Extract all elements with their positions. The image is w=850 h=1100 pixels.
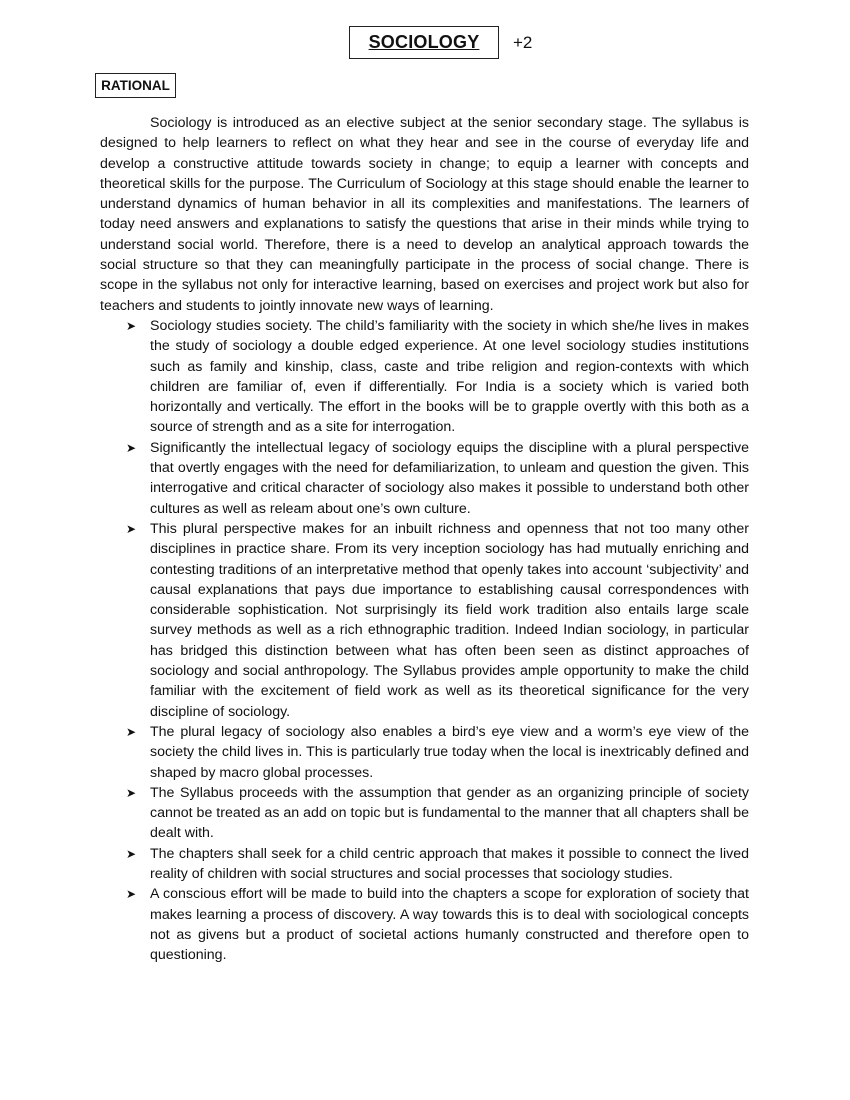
list-item [126,519,749,722]
list-item [126,438,749,519]
list-item [126,844,749,885]
list-item [126,884,749,965]
arrowhead-bullet-icon: ➤ [126,724,137,739]
intro-paragraph: Sociology is introduced as an elective subject at the senior secondary stage. The syllabus is designed to help learners to reflect on what they hear and see in the course of everyday life and develop a constructive attitude towards society in change; to equip a learner with concepts and theoretical skills for the purpose. The Curriculum of Sociology at this stage should enable the learner to understand dynamics of human behavior in all its complexities and manifestations. The learners of today need answers and explanations to satisfy the questions that arise in their minds while trying to understand social world. Therefore, there is a need to develop an analytical approach towards the social structure so that they can meaningfully participate in the process of social change. There is scope in the syllabus not only for interactive learning, based on exercises and project work but also for teachers and students to jointly innovate new ways of learning. [100,115,749,314]
arrowhead-bullet-icon: ➤ [126,887,137,902]
list-item-text: This plural perspective makes for an inbuilt richness and openness that not too many other disciplines in practice share. From its very inception sociology has had mutually enriching and contesting traditions of an interpretative method that openly takes into account ‘subjectivity’ and causal explanations that pays due importance to establishing causal correspondences with considerable sophistication. Not surprisingly its field work tradition also entails large scale survey methods as well as a rich ethnographic tradition. Indeed Indian sociology, in particular has bridged this distinction between what has often been seen as distinct approaches of sociology and social anthropology. The Syllabus provides ample opportunity to make the child familiar with the excitement of field work as well as its theoretical significance for the very discipline of sociology. [150,520,749,720]
bullet-list [100,316,749,966]
list-item-text: Sociology studies society. The child’s familiarity with the society in which she/he lives in makes the study of sociology a double edged experience. At one level sociology studies institutions such as family and kinship, class, caste and tribe religion and region-contexts with which children are familiar of, even if differentially. For India is a society which is varied both horizontally and vertically. The effort in the books will be to grapple overtly with this both as a source of strength and as a site for interrogation. [150,317,749,436]
document-body [100,113,749,965]
list-item [126,783,749,844]
subject-title-box [349,26,499,59]
arrowhead-bullet-icon: ➤ [126,521,137,536]
list-item-text: The plural legacy of sociology also enables a bird’s eye view and a worm’s eye view of the society the child lives in. This is particularly true today when the local is inextricably defined and shaped by macro global processes. [150,723,749,781]
list-item-text: Significantly the intellectual legacy of sociology equips the discipline with a plural perspective that overtly engages with the need for defamiliarization, to unleam and question the given. This interrogative and critical character of sociology also makes it possible to understand both other cultures as well as releam about one’s own culture. [150,439,749,517]
list-item [126,722,749,783]
class-label: +2 [513,33,533,52]
arrowhead-bullet-icon: ➤ [126,846,137,861]
list-item-text: The chapters shall seek for a child centric approach that makes it possible to connect the lived reality of children with social structures and social processes that sociology studies. [150,845,749,882]
list-item [126,316,749,438]
list-item-text: The Syllabus proceeds with the assumption that gender as an organizing principle of society cannot be treated as an add on topic but is fundamental to the manner that all chapters shall be dealt with. [150,784,749,842]
subject-title: SOCIOLOGY [368,32,480,52]
arrowhead-bullet-icon: ➤ [126,785,137,800]
list-item-text: A conscious effort will be made to build into the chapters a scope for exploration of society that makes learning a process of discovery. A way towards this is to deal with sociological concepts not as givens but a product of societal actions humanly constructed and therefore open to questioning. [150,886,749,964]
arrowhead-bullet-icon: ➤ [126,440,137,455]
arrowhead-bullet-icon: ➤ [126,318,137,333]
section-heading: RATIONAL [95,73,176,98]
